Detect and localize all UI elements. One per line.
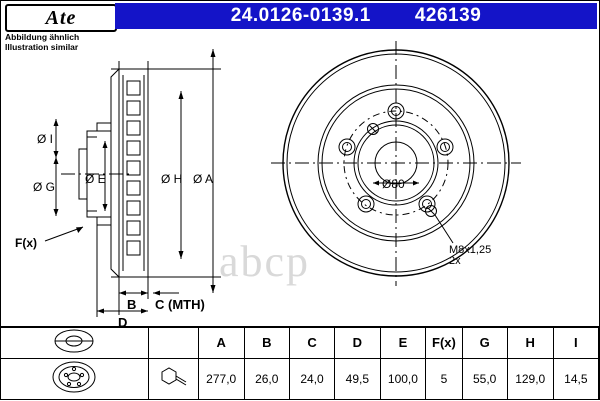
table-value-row [1,358,599,399]
header-g: G [462,328,507,359]
header-fx: F(x) [426,328,462,359]
header-c: C [289,328,334,359]
disc-icon-cell [1,328,148,359]
value-c: 24,0 [289,358,334,399]
label-c: C (MTH) [155,297,205,312]
label-dia-i: Ø I [37,132,54,146]
value-e: 100,0 [380,358,426,399]
header [1,1,599,31]
value-a: 277,0 [198,358,244,399]
brand-logo [5,4,117,32]
value-i: 14,5 [553,358,598,399]
label-thread: M8x1,25 [449,244,492,256]
label-fx: F(x) [15,236,37,250]
disc-thumbnail-icon [41,329,107,353]
bolt-icon-cell [148,358,198,399]
label-b: B [127,297,137,312]
technical-drawing [1,31,599,326]
dimensions-table [1,326,599,401]
label-dia-g: Ø G [33,180,56,194]
label-d: D [118,315,128,326]
disc-photo-cell [1,358,148,399]
brake-disc-icon [43,360,105,394]
label-thread-count: 2x [449,255,461,267]
value-b: 26,0 [244,358,289,399]
header-e: E [380,328,426,359]
table-header-row [1,328,599,359]
watermark: abcp [219,237,311,286]
header-h: H [507,328,553,359]
header-b: B [244,328,289,359]
article-number: 426139 [414,5,482,26]
label-bolt-circle: Ø80 [382,177,405,191]
brand-logo-text: Ate [45,6,77,29]
illustration-note-en: Illustration similar [5,42,79,52]
wheel-bolt-icon [156,364,190,390]
label-dia-a: Ø A [193,172,214,186]
value-g: 55,0 [462,358,507,399]
label-dia-e: Ø E [85,172,106,186]
header-i: I [553,328,598,359]
label-dia-h: Ø H [161,172,183,186]
illustration-note-de: Abbildung ähnlich [5,32,80,42]
title-bar [115,3,597,29]
mount-icon-cell [148,328,198,359]
value-fx: 5 [426,358,462,399]
header-d: D [335,328,380,359]
part-number: 24.0126-0139.1 [230,5,371,26]
header-a: A [198,328,244,359]
value-h: 129,0 [507,358,553,399]
value-d: 49,5 [335,358,380,399]
